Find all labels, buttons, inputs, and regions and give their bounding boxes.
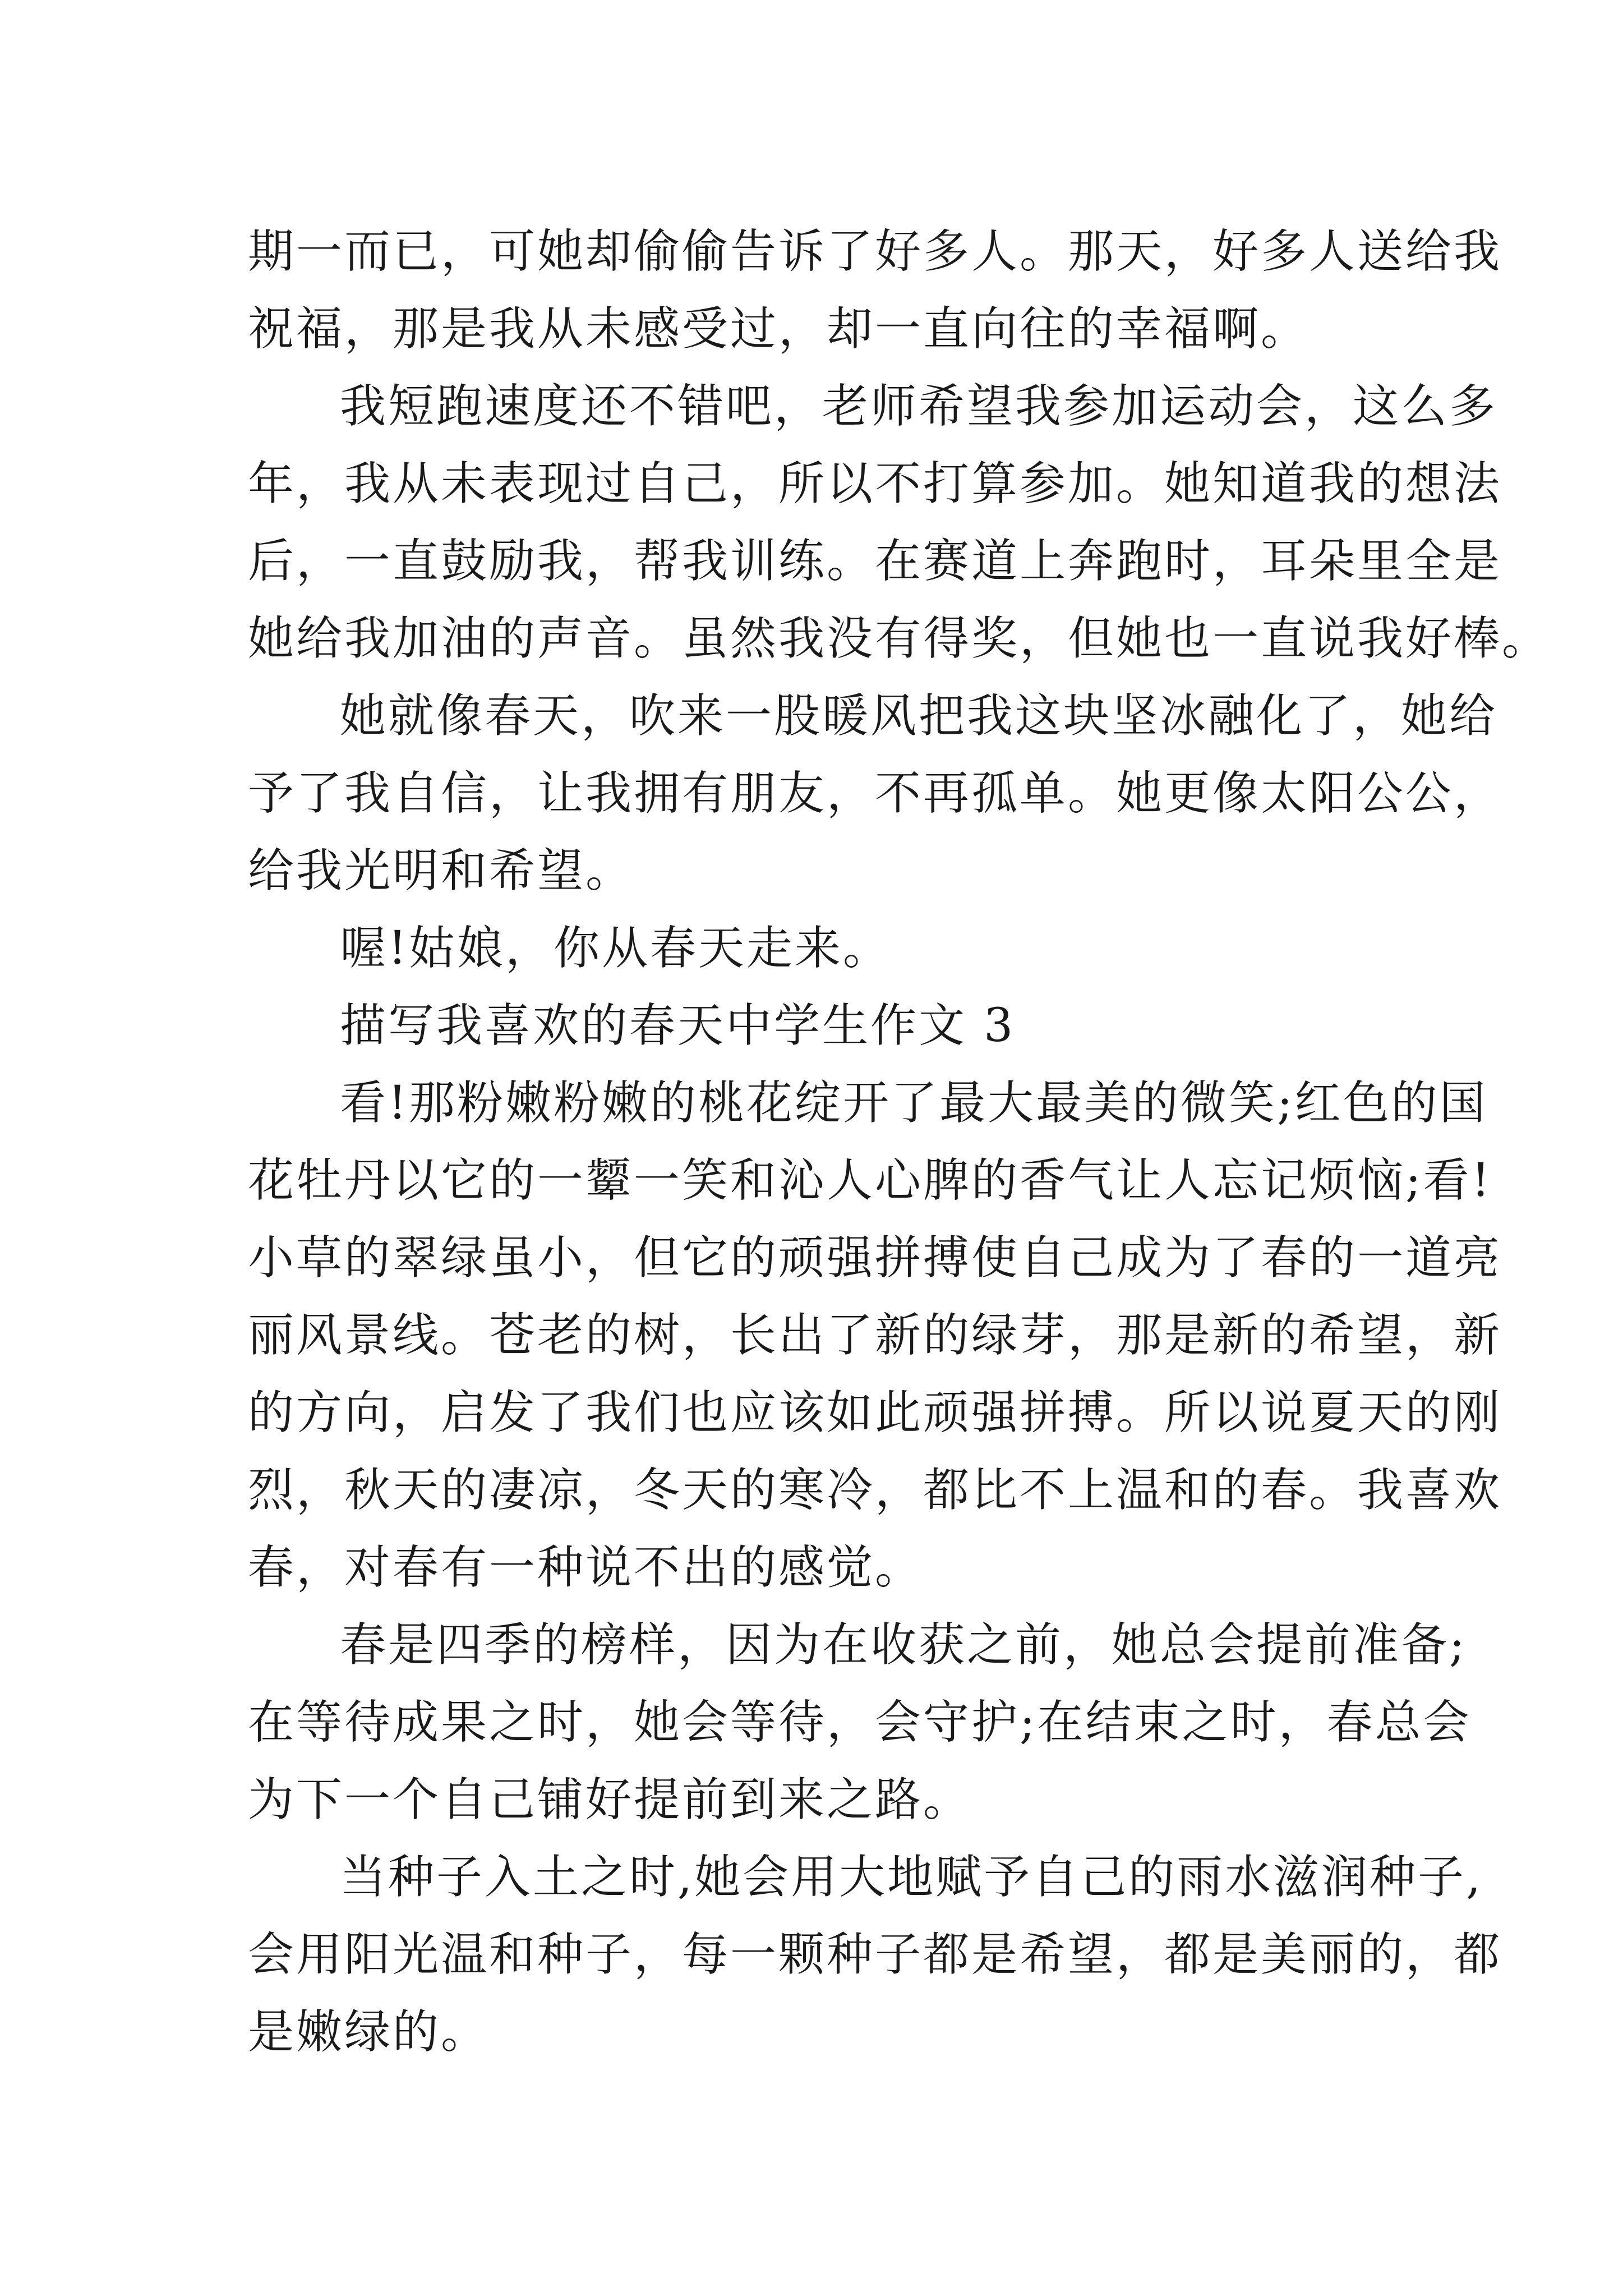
text-line: 花牡丹以它的一颦一笑和沁人心脾的香气让人忘记烦恼;看! [248, 1154, 1492, 1207]
text-line: 当种子入土之时,她会用大地赋予自己的雨水滋润种子, [340, 1851, 1483, 1904]
text-line: 烈，秋天的凄凉，冬天的寒冷，都比不上温和的春。我喜欢 [248, 1464, 1502, 1517]
paragraph-7 [248, 1607, 1472, 1839]
text-line: 小草的翠绿虽小，但它的顽强拼搏使自己成为了春的一道亮 [248, 1231, 1502, 1285]
text-line: 为下一个自己铺好提前到来之路。 [248, 1773, 972, 1826]
text-line: 是嫩绿的。 [248, 2005, 490, 2059]
text-line: 在等待成果之时，她会等待，会守护;在结束之时，春总会 [248, 1696, 1472, 1749]
text-line: 我短跑速度还不错吧，老师希望我参加运动会，这么多 [340, 380, 1498, 433]
paragraph-2 [248, 368, 1551, 678]
paragraph-6 [248, 1065, 1502, 1607]
text-line: 的方向，启发了我们也应该如此顽强拼搏。所以说夏天的刚 [248, 1386, 1502, 1439]
text-line: 给我光明和希望。 [248, 844, 634, 898]
text-line: 她给我加油的声音。虽然我没有得奖，但她也一直说我好棒。 [248, 612, 1551, 665]
text-line: 予了我自信，让我拥有朋友，不再孤单。她更像太阳公公， [248, 767, 1502, 820]
text-line: 春是四季的榜样，因为在收获之前，她总会提前准备; [340, 1618, 1467, 1672]
text-line: 喔!姑娘，你从春天走来。 [340, 922, 891, 975]
paragraph-4 [248, 910, 1381, 987]
text-line: 期一而已，可她却偷偷告诉了好多人。那天，好多人送给我 [248, 225, 1502, 278]
text-line: 看!那粉嫩粉嫩的桃花绽开了最大最美的微笑;红色的国 [340, 1076, 1488, 1130]
text-line: 后，一直鼓励我，帮我训练。在赛道上奔跑时，耳朵里全是 [248, 535, 1502, 588]
text-line: 她就像春天，吹来一股暖风把我这块坚冰融化了，她给 [340, 689, 1498, 743]
text-line: 年，我从未表现过自己，所以不打算参加。她知道我的想法 [248, 457, 1502, 510]
heading-line: 描写我喜欢的春天中学生作文 3 [340, 999, 1016, 1052]
text-line: 祝福，那是我从未感受过，却一直向往的幸福啊。 [248, 302, 1310, 356]
paragraph-8 [248, 1839, 1502, 2071]
essay-heading [248, 987, 1381, 1065]
document-page [248, 213, 1551, 2071]
text-line: 丽风景线。苍老的树，长出了新的绿芽，那是新的希望，新 [248, 1309, 1502, 1362]
paragraph-3 [248, 678, 1502, 910]
paragraph-1 [248, 213, 1502, 368]
text-line: 会用阳光温和种子，每一颗种子都是希望，都是美丽的，都 [248, 1928, 1502, 1981]
text-line: 春，对春有一种说不出的感觉。 [248, 1541, 924, 1594]
